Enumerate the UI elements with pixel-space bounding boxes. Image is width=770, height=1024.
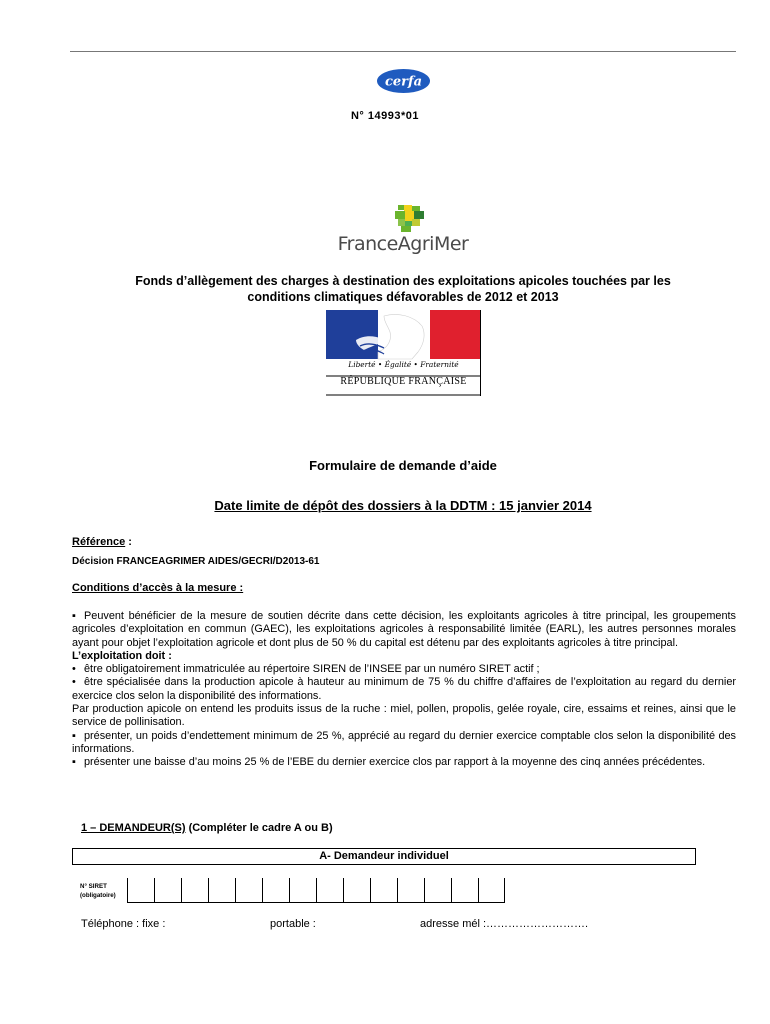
conditions-extra-item [72, 756, 736, 769]
conditions-item [72, 663, 736, 676]
square-bullet-icon: ▪ [72, 729, 76, 742]
production-note: Par production apicole on entend les produits issus de la ruche : miel, pollen, propolis, gelée royale, cire, essaims et reines, ainsi que le service de pollinisation. [72, 703, 736, 729]
conditions-body [72, 610, 736, 770]
conditions-item-text: être obligatoirement immatriculée au répertoire SIREN de l’INSEE par un numéro SIRET actif ; [84, 663, 540, 676]
reference-heading [72, 536, 132, 548]
phone-mobile-label: portable : [270, 918, 316, 930]
form-number: N° 14993*01 [350, 110, 419, 122]
section-demandeurs-heading [81, 822, 333, 834]
franceagrimer-wordmark: FranceAgriMer [337, 233, 469, 255]
reference-suffix: : [125, 536, 132, 548]
siret-digit-cell[interactable] [154, 878, 181, 903]
siret-digit-cell[interactable] [451, 878, 478, 903]
conditions-must-heading: L’exploitation doit : [72, 649, 172, 662]
square-bullet-icon: ▪ [72, 756, 76, 769]
dot-bullet-icon: • [72, 663, 76, 676]
siret-digit-cell[interactable] [289, 878, 316, 903]
deadline-notice: Date limite de dépôt des dossiers à la DDTM : 15 janvier 2014 [214, 498, 592, 513]
conditions-extra-item-text: présenter une baisse d’au moins 25 % de l’EBE du dernier exercice clos par rapport à la moyenne des cinq années précédentes. [84, 756, 706, 769]
siret-input-grid[interactable] [127, 878, 505, 903]
conditions-extra-item [72, 730, 736, 757]
top-rule [70, 51, 736, 52]
conditions-intro [72, 610, 736, 650]
phone-fixed-label: Téléphone : fixe : [81, 918, 166, 930]
email-label: adresse mél :………………………. [420, 918, 589, 930]
siret-digit-cell[interactable] [127, 878, 154, 903]
siret-label-line1: N° SIRET [80, 883, 107, 890]
form-title: Formulaire de demande d’aide [309, 458, 497, 473]
siret-digit-cell[interactable] [397, 878, 424, 903]
siret-digit-cell[interactable] [208, 878, 235, 903]
siret-label [80, 882, 116, 900]
siret-digit-cell[interactable] [316, 878, 343, 903]
siret-digit-cell[interactable] [343, 878, 370, 903]
conditions-intro-text: Peuvent bénéficier de la mesure de soutien décrite dans cette décision, les exploitants agricoles à titre principal, les groupements agricoles d’exploitation en commun (GAEC), les exploitations agricoles à responsabilité limitée (EARL), les autres personnes morales ayant pour objet l’exploitation agricole et dont plus de 50 % du capital est détenu par des exploitants agricoles à titre principal. [72, 610, 736, 649]
reference-label: Référence [72, 536, 126, 548]
document-title [70, 273, 736, 305]
conditions-extra-item-text: présenter, un poids d’endettement minimum de 25 %, apprécié au regard du dernier exercice comptable clos selon la disponibilité des informations. [72, 729, 736, 755]
siret-digit-cell[interactable] [424, 878, 451, 903]
demandeur-individuel-box: A- Demandeur individuel [72, 848, 696, 865]
cerfa-logo [376, 68, 431, 94]
siret-digit-cell[interactable] [181, 878, 208, 903]
siret-digit-cell[interactable] [478, 878, 505, 903]
reference-text: Décision FRANCEAGRIMER AIDES/GECRI/D2013-61 [72, 556, 320, 567]
republique-motto: Liberté • Égalité • Fraternité [348, 360, 459, 369]
conditions-heading: Conditions d’accès à la mesure : [72, 582, 244, 594]
document-title-line2: conditions climatiques défavorables de 2012 et 2013 [247, 290, 559, 304]
cerfa-logo-text: cerfa [384, 74, 423, 90]
siret-digit-cell[interactable] [370, 878, 397, 903]
siret-digit-cell[interactable] [262, 878, 289, 903]
siret-label-line2: (obligatoire) [80, 892, 116, 899]
section-demandeurs-title: 1 – DEMANDEUR(S) [81, 822, 186, 834]
siret-digit-cell[interactable] [235, 878, 262, 903]
square-bullet-icon: ▪ [72, 610, 76, 622]
republique-name: RÉPUBLIQUE FRANÇAISE [340, 376, 467, 387]
section-demandeurs-note: (Compléter le cadre A ou B) [185, 822, 333, 834]
conditions-item-text: être spécialisée dans la production apicole à hauteur au minimum de 75 % du chiffre d’affaires de l’exploitation au regard du dernier exercice clos selon la disponibilité des informations. [72, 676, 736, 702]
document-title-line1: Fonds d’allègement des charges à destination des exploitations apicoles touchées par les [135, 274, 671, 288]
conditions-item [72, 676, 736, 703]
dot-bullet-icon: • [72, 676, 76, 689]
